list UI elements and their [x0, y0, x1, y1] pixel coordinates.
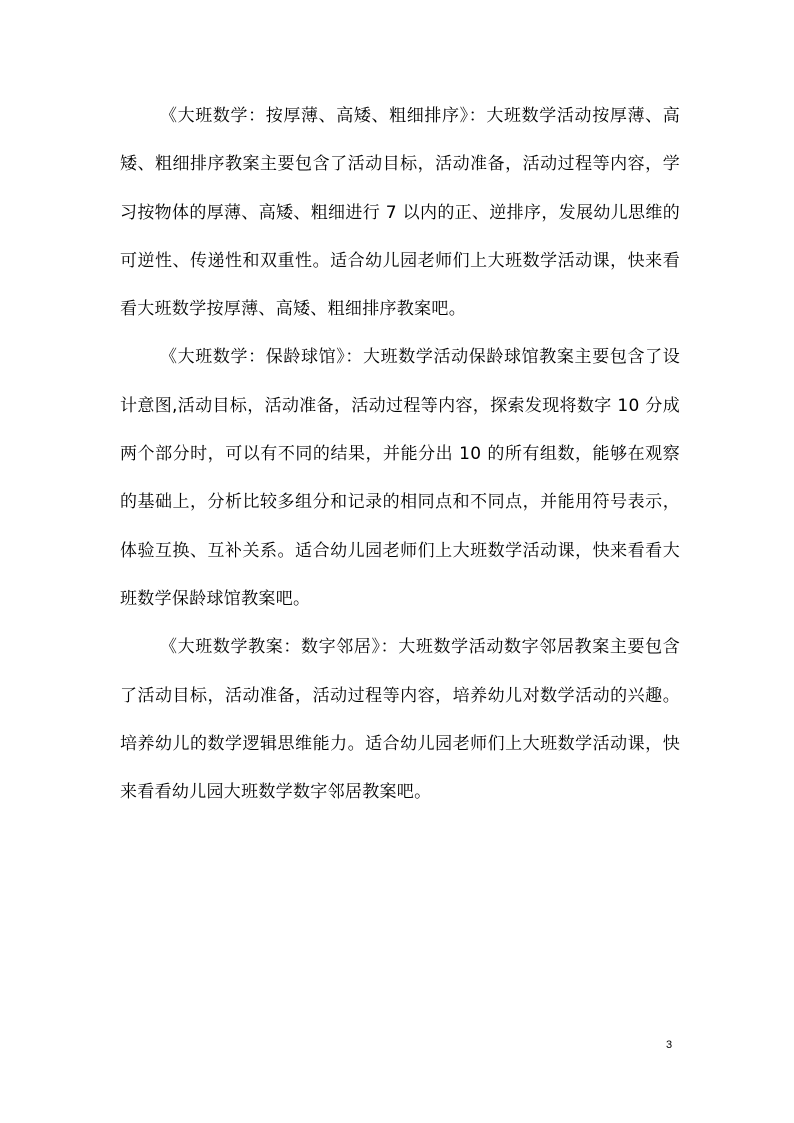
- document-body: [120, 92, 680, 816]
- paragraph-number-neighbors: 《大班数学教案：数字邻居》：大班数学活动数字邻居教案主要包含了活动目标，活动准备，活动过程等内容，培养幼儿对数学活动的兴趣。培养幼儿的数学逻辑思维能力。适合幼儿园老师们上大班数学活动课，快来看看幼儿园大班数学数字邻居教案吧。: [120, 637, 680, 803]
- paragraph-bowling-alley: 《大班数学：保龄球馆》：大班数学活动保龄球馆教案主要包含了设计意图,活动目标，活动准备，活动过程等内容，探索发现将数字 10 分成两个部分时，可以有不同的结果，并能分出 10 的所有组数，能够在观察的基础上，分析比较多组分和记录的相同点和不同点，并能用符号表示，体验互换、互补关系。适合幼儿园老师们上大班数学活动课，快来看看大班数学保龄球馆教案吧。: [120, 347, 680, 609]
- page-number: 3: [666, 1039, 673, 1051]
- paragraph-bowling-sorting: 《大班数学：按厚薄、高矮、粗细排序》：大班数学活动按厚薄、高矮、粗细排序教案主要包含了活动目标，活动准备，活动过程等内容，学习按物体的厚薄、高矮、粗细进行 7 以内的正、逆排序，发展幼儿思维的可逆性、传递性和双重性。适合幼儿园老师们上大班数学活动课，快来看看大班数学按厚薄、高矮、粗细排序教案吧。: [120, 106, 680, 320]
